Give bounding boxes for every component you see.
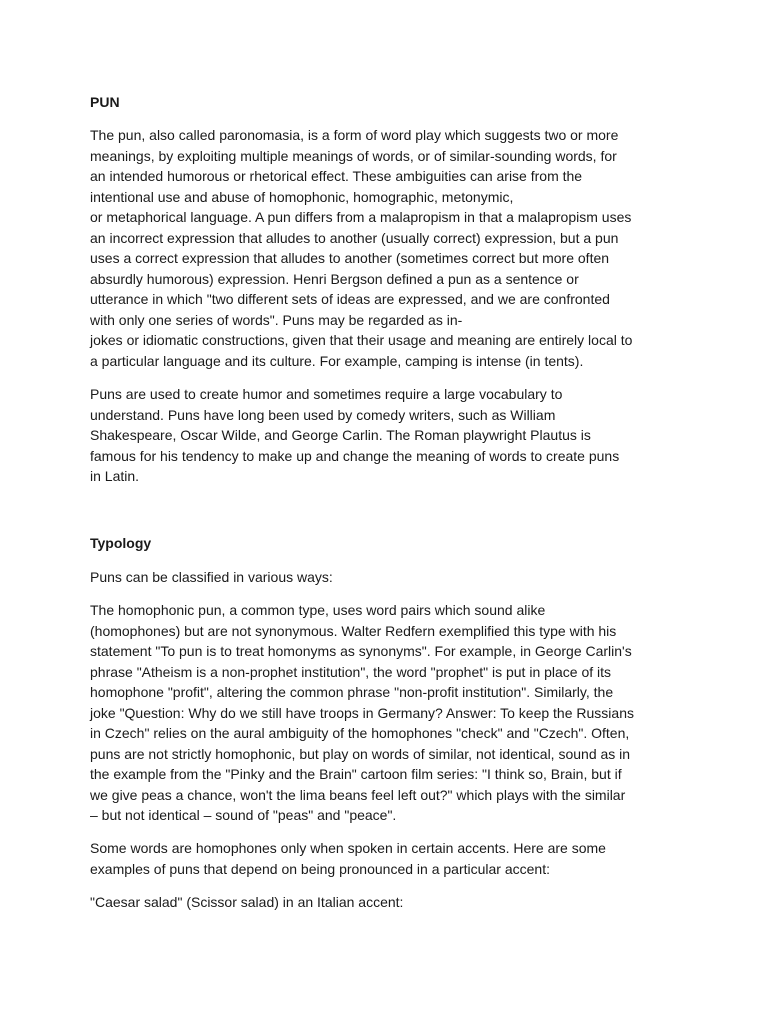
text-line: utterance in which "two different sets of ideas are expressed, and we are confronted [90, 291, 610, 307]
text-line: Puns can be classified in various ways: [90, 569, 333, 585]
text-line: The pun, also called paronomasia, is a form of word play which suggests two or more [90, 127, 619, 143]
text-line: we give peas a chance, won't the lima beans feel left out?" which plays with the similar [90, 786, 626, 803]
text-line: in Czech" relies on the aural ambiguity of the homophones "check" and "Czech". Often, [90, 725, 630, 741]
text-line: the example from the "Pinky and the Brain" cartoon film series: "I think so, Brain, but if [90, 766, 622, 782]
text-line: "Caesar salad" (Scissor salad) in an Italian accent: [90, 894, 404, 910]
text-line: famous for his tendency to make up and change the meaning of words to create puns [90, 447, 620, 464]
text-line: absurdly humorous) expression. Henri Bergson defined a pun as a sentence or [90, 270, 579, 287]
text-line: joke "Question: Why do we still have troops in Germany? Answer: To keep the Russians [90, 704, 634, 721]
paragraph-caesar-salad [90, 892, 690, 913]
paragraph-pun-definition [90, 125, 690, 371]
paragraph-accent-puns [90, 838, 690, 879]
paragraph-pun-usage [90, 384, 690, 487]
text-line: examples of puns that depend on being pronounced in a particular accent: [90, 860, 550, 877]
text-line: meanings, by exploiting multiple meanings of words, or of similar-sounding words, for [90, 147, 617, 164]
text-line: homophone "profit", altering the common phrase "non-profit institution". Similarly, the [90, 684, 614, 700]
text-line: understand. Puns have long been used by comedy writers, such as William [90, 406, 556, 423]
text-line: – but not identical – sound of "peas" and "peace". [90, 807, 397, 823]
text-line: an intended humorous or rhetorical effect. These ambiguities can arise from the [90, 168, 583, 184]
text-line: an incorrect expression that alludes to another (usually correct) expression, but a pun [90, 229, 619, 246]
text-line: in Latin. [90, 468, 140, 484]
text-line: or metaphorical language. A pun differs from a malapropism in that a malapropism uses [90, 209, 632, 225]
paragraph-homophonic-pun [90, 600, 690, 826]
text-line: phrase "Atheism is a non-prophet institution", the word "prophet" is put in place of its [90, 663, 612, 680]
text-line: statement "To pun is to treat homonyms as synonyms". For example, in George Carlin's [90, 643, 632, 659]
text-line: uses a correct expression that alludes to another (sometimes correct but more often [90, 250, 610, 266]
text-line: with only one series of words". Puns may be regarded as in- [90, 311, 463, 328]
text-line: Puns are used to create humor and sometimes require a large vocabulary to [90, 386, 563, 402]
section-title-pun: PUN [90, 94, 120, 110]
text-line: Shakespeare, Oscar Wilde, and George Carlin. The Roman playwright Plautus is [90, 427, 591, 443]
text-line: The homophonic pun, a common type, uses word pairs which sound alike [90, 602, 546, 618]
section-title-typology: Typology [90, 535, 152, 551]
text-line: (homophones) but are not synonymous. Walter Redfern exemplified this type with his [90, 622, 617, 639]
text-line: jokes or idiomatic constructions, given that their usage and meaning are entirely local to [90, 332, 633, 348]
text-line: Some words are homophones only when spoken in certain accents. Here are some [90, 840, 606, 856]
text-line: a particular language and its culture. For example, camping is intense (in tents). [90, 352, 584, 369]
paragraph-classification-intro [90, 567, 690, 588]
text-line: puns are not strictly homophonic, but play on words of similar, not identical, sound as in [90, 745, 631, 762]
text-line: intentional use and abuse of homophonic, homographic, metonymic, [90, 188, 514, 205]
